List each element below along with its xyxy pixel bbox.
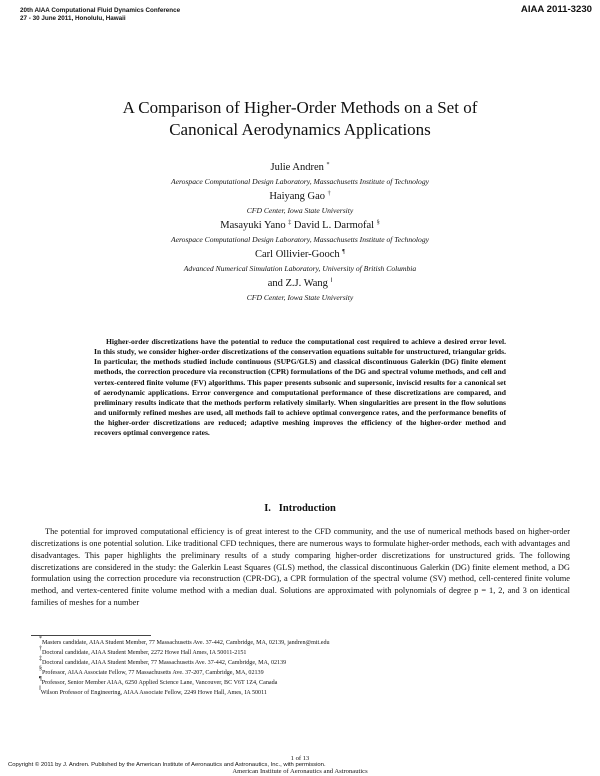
affiliation-3: Aerospace Computational Design Laboratory, Massachusetts Institute of Technology <box>170 235 430 244</box>
page-number: 1 of 13 <box>290 755 310 762</box>
footnote <box>31 688 570 698</box>
footnote <box>31 668 570 678</box>
author-name: Masayuki Yano <box>220 220 286 231</box>
section-heading <box>0 503 600 514</box>
footnotes <box>31 638 570 699</box>
author-6 <box>0 276 600 291</box>
author-3-4 <box>0 218 600 233</box>
author-mark: † <box>327 191 331 197</box>
affiliation-5: CFD Center, Iowa State University <box>246 293 354 302</box>
conference-dates: 27 - 30 June 2011, Honolulu, Hawaii <box>20 14 126 22</box>
footnote-mark: † <box>39 646 42 653</box>
footnote-rule <box>31 635 151 636</box>
footnote-mark: § <box>39 666 42 673</box>
paper-number: AIAA 2011-3230 <box>520 4 592 15</box>
footnote-text: Doctoral candidate, AIAA Student Member, 2272 Howe Hall Ames, IA 50011-2151 <box>42 650 247 657</box>
footnote-text: Wilson Professor of Engineering, AIAA Associate Fellow, 2249 Howe Hall, Ames, IA 50011 <box>40 690 267 697</box>
author-mark: § <box>376 220 380 226</box>
footnote-mark: * <box>39 636 42 642</box>
author-2 <box>0 189 600 204</box>
footnote-text: Doctoral candidate, AIAA Student Member, 77 Massachusetts Ave. 37-442, Cambridge, MA, 02139 <box>42 660 287 667</box>
footnote-mark: ¶ <box>39 676 42 683</box>
author-name: Julie Andren <box>270 162 324 173</box>
footnote-text: Professor, AIAA Associate Fellow, 77 Massachusetts Ave. 37-207, Cambridge, MA, 02139 <box>42 670 264 677</box>
affiliation-2: CFD Center, Iowa State University <box>246 206 354 215</box>
title-line-2: Canonical Aerodynamics Applications <box>169 120 431 139</box>
footnote <box>31 648 570 658</box>
author-mark: * <box>326 162 330 168</box>
conference-name: 20th AIAA Computational Fluid Dynamics Conference <box>20 7 181 14</box>
affiliation-4: Advanced Numerical Simulation Laboratory, University of British Columbia <box>183 264 417 273</box>
author-name: David L. Darmofal <box>293 220 375 231</box>
section-title: Introduction <box>278 503 336 514</box>
author-mark: ‡ <box>288 220 292 226</box>
copyright-notice: Copyright © 2011 by J. Andren. Published by the American Institute of Aeronautics and Astronautics, Inc., with permission. <box>8 762 326 768</box>
author-name: and Z.J. Wang <box>267 278 328 289</box>
conference-header <box>20 7 180 22</box>
author-block <box>0 160 600 305</box>
author-mark: ¶ <box>342 249 345 255</box>
footnote-text: Professor, Senior Member AIAA, 6250 Applied Science Lane, Vancouver, BC V6T 1Z4, Canada <box>41 680 278 687</box>
author-name: Carl Ollivier-Gooch <box>255 249 340 260</box>
footnote <box>31 638 570 648</box>
author-mark: ‖ <box>330 278 333 284</box>
abstract: Higher-order discretizations have the potential to reduce the computational cost required to achieve a desired error level. In this study, we consider higher-order discretizations of the conservation equations suitable for unstructured, triangular grids. In particular, the methods studied include continuous (SUPG/GLS) and classical discontinuous Galerkin (DG) finite element methods, the correction procedure via reconstruction (CPR) formulations of the DG and spectral volume methods, and cell and vertex-centered finite volume (FV) algorithms. This paper presents subsonic and supersonic, inviscid results for a canonical set of aerodynamic applications. Error convergence and computational performance of these discretizations are compared, and preliminary results indicate that the methods perform relatively similarly. When singularities are present in the flow solutions and uniformly refined meshes are used, all methods fail to achieve optimal convergence rates, and the performance benefits of the higher-order discretizations are reduced; adaptive meshing improves the efficiency of the higher-order method and recovers optimal convergence rates. <box>94 337 506 438</box>
footnote-mark: ‡ <box>39 656 42 663</box>
title-line-1: A Comparison of Higher-Order Methods on a Set of <box>122 98 478 117</box>
footnote <box>31 678 570 688</box>
affiliation-1: Aerospace Computational Design Laboratory, Massachusetts Institute of Technology <box>170 177 430 186</box>
footnote-text: Masters candidate, AIAA Student Member, 77 Massachusetts Ave. 37-442, Cambridge, MA, 02139, jandren@mit.edu <box>42 640 330 646</box>
footnote <box>31 658 570 668</box>
section-number: I. <box>264 503 271 514</box>
author-1 <box>0 160 600 175</box>
author-5 <box>0 247 600 262</box>
author-name: Haiyang Gao <box>269 191 326 202</box>
intro-paragraph: The potential for improved computational efficiency is of great interest to the CFD community, and the use of numerical methods based on higher-order discretizations is one potential solution. Like traditional CFD techniques, there are numerous ways to formulate higher-order methods, each with advantages and disadvantages. This paper highlights the preliminary results of a study comparing higher-order discretizations for unstructured grids. The following discretizations are considered in the study: the Galerkin Least Squares (GLS) method, the classical discontinuous Galerkin (DG) finite element method, a DG formulation using the correction procedure via reconstruction (CPR-DG), a CPR formulation of the spectral volume (SV) method, cell-centered finite volume method, and vertex-centered finite volume method with a median dual. Solutions are approximated with polynomials of degree p = 1, 2, and 3 on identical families of meshes for a number <box>31 527 570 608</box>
footnote-mark: ‖ <box>39 686 41 693</box>
paper-title <box>0 97 600 141</box>
publisher-name: American Institute of Aeronautics and Astronautics <box>232 768 368 775</box>
